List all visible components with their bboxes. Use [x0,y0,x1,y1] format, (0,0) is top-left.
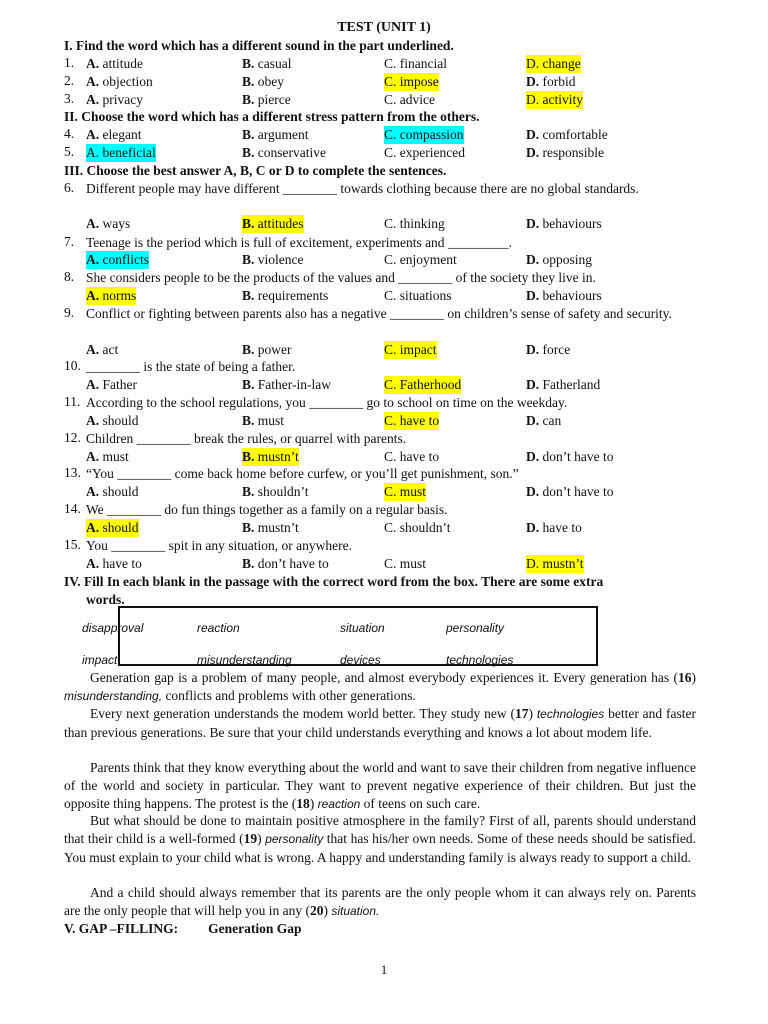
question-text: She considers people to be the products of the values and ________ of the society they live in. [86,270,596,285]
option-c: C. shouldn’t [384,520,451,535]
passage-paragraph: Every next generation understands the modem world better. They study new (17) technologies better and faster than previous generations. Be sure that your child understands everything and knows a lot about modem life. [64,706,696,740]
option-b: B. obey [242,74,285,89]
question-text: Children ________ break the rules, or quarrel with parents. [86,431,407,446]
option-b: B. argument [242,127,309,142]
option-b: B. violence [242,252,304,267]
option-a: A. ways [86,216,131,231]
option-c-answer: C. compassion [384,127,464,142]
option-d-answer: D. activity [526,92,583,107]
option-a: A. elegant [86,127,142,142]
option-a: A. should [86,413,139,428]
option-c: C. thinking [384,216,445,231]
option-a: A. have to [86,556,142,571]
question-text: Conflict or fighting between parents also has a negative ________ on children’s sense of safety and security. [86,306,672,321]
question-text: We ________ do fun things together as a family on a regular basis. [86,502,448,517]
option-d: D. opposing [526,252,593,267]
option-d: D. don’t have to [526,484,614,499]
section-3-heading: III. Choose the best answer A, B, C or D to complete the sentences. [64,163,447,178]
option-b-answer: B. attitudes [242,216,304,231]
word-box-item: misunderstanding [197,653,292,667]
option-c: C. enjoyment [384,252,457,267]
section-4-heading: IV. Fill In each blank in the passage with the correct word from the box. There are some extra [64,574,604,589]
option-d-answer: D. mustn’t [526,556,584,571]
question-number: 14. [64,501,81,516]
word-box-item: situation [340,621,385,635]
question-number: 5. [64,144,75,159]
option-a: A. must [86,449,129,464]
option-d: D. don’t have to [526,449,614,464]
option-d: D. behaviours [526,288,602,303]
passage-paragraph: But what should be done to maintain positive atmosphere in the family? First of all, parents should understand that their child is a well-formed (19) personality that has his/her own needs. Some of these needs should be satisfied. You must explain to your child what is wrong. A happy and understanding family is always ready to support a child. [64,813,696,865]
question-number: 1. [64,55,75,70]
section-2-heading: II. Choose the word which has a different stress pattern from the others. [64,109,480,124]
option-d: D. responsible [526,145,604,160]
question-text: ________ is the state of being a father. [86,359,296,374]
section-1-heading: I. Find the word which has a different sound in the part underlined. [64,38,454,53]
section-5-heading: V. GAP –FILLING: Generation Gap [64,921,302,936]
question-number: 15. [64,537,81,552]
question-number: 9. [64,305,75,320]
page-title: TEST (UNIT 1) [337,20,431,35]
question-number: 2. [64,73,75,88]
option-a: A. should [86,484,139,499]
option-b: B. Father-in-law [242,377,331,392]
question-text: Different people may have different ________ towards clothing because there are no global standards. [86,181,639,196]
question-text: You ________ spit in any situation, or anywhere. [86,538,352,553]
question-number: 8. [64,269,75,284]
option-c-answer: C. impact [384,342,437,357]
option-d: D. forbid [526,74,576,89]
question-number: 6. [64,180,75,195]
page-number: 1 [380,962,388,977]
option-c-answer: C. must [384,484,427,499]
option-c-answer: C. impose [384,74,439,89]
option-a-answer: A. beneficial [86,145,156,160]
option-b: B. power [242,342,292,357]
option-c-answer: C. Fatherhood [384,377,462,392]
option-d: D. force [526,342,571,357]
passage-paragraph: And a child should always remember that its parents are the only people whom it can always rely on. Parents are the only people that will help you in any (20) situation. [64,885,696,918]
option-d: D. comfortable [526,127,608,142]
question-number: 7. [64,234,75,249]
section-4-heading-cont: words. [86,592,125,607]
option-c: C. must [384,556,427,571]
word-box-item: personality [446,621,505,635]
option-b: B. conservative [242,145,326,160]
question-number: 12. [64,430,81,445]
option-b: B. pierce [242,92,291,107]
option-a: A. privacy [86,92,143,107]
option-c: C. financial [384,56,447,71]
option-b: B. requirements [242,288,329,303]
option-a: A. objection [86,74,153,89]
question-number: 10. [64,358,81,373]
question-number: 4. [64,126,75,141]
option-a: A. attitude [86,56,143,71]
question-text: According to the school regulations, you ________ go to school on time on the weekday. [86,395,568,410]
option-a-answer: A. norms [86,288,137,303]
option-c: C. have to [384,449,440,464]
option-d: D. behaviours [526,216,602,231]
option-b: B. shouldn’t [242,484,309,499]
option-c: C. experienced [384,145,465,160]
passage-paragraph: Generation gap is a problem of many people, and almost everybody experiences it. Every generation has (16) misunderstanding, conflicts and problems with other generations. [64,670,696,703]
word-box-item: technologies [446,653,514,667]
word-box-item: reaction [197,621,240,635]
option-b: B. don’t have to [242,556,329,571]
option-d: D. have to [526,520,582,535]
option-a: A. act [86,342,119,357]
option-c-answer: C. have to [384,413,440,428]
option-a-answer: A. should [86,520,139,535]
option-a: A. Father [86,377,137,392]
option-d-answer: D. change [526,56,581,71]
option-b: B. must [242,413,285,428]
question-number: 3. [64,91,75,106]
question-text: “You ________ come back home before curfew, or you’ll get punishment, son.” [86,466,519,481]
option-c: C. situations [384,288,452,303]
option-b: B. casual [242,56,292,71]
option-d: D. Fatherland [526,377,601,392]
option-b: B. mustn’t [242,520,299,535]
option-a-answer: A. conflicts [86,252,149,267]
option-c: C. advice [384,92,435,107]
option-b-answer: B. mustn’t [242,449,299,464]
question-number: 11. [64,394,81,409]
word-box-item: disapproval [82,621,144,635]
question-text: Teenage is the period which is full of excitement, experiments and _________. [86,235,513,250]
question-number: 13. [64,465,81,480]
word-box-item: impact [82,653,118,667]
section-5-title: Generation Gap [208,921,302,936]
passage-paragraph: Parents think that they know everything about the world and want to save their children from negative influence of the world and society in particular. They want to prevent negative experience of their children. But just the opposite thing happens. The protest is the (18) reaction of teens on such care. [64,760,696,811]
word-box-item: devices [340,653,381,667]
option-d: D. can [526,413,562,428]
